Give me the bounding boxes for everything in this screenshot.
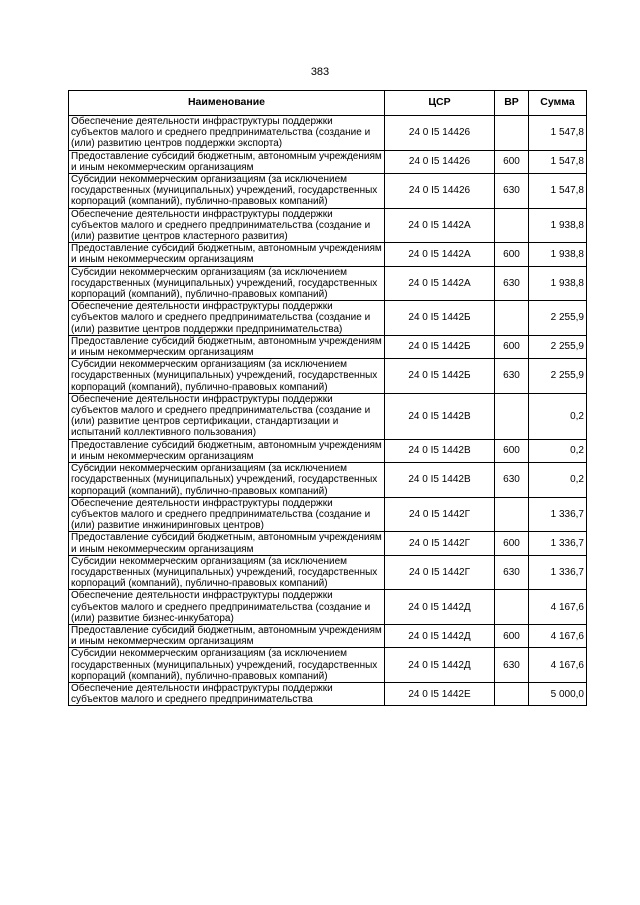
table-row (69, 682, 587, 705)
cell-csr: 24 0 I5 1442Е (385, 682, 495, 705)
cell-csr: 24 0 I5 1442Г (385, 532, 495, 555)
cell-vr: 630 (495, 555, 529, 590)
cell-sum: 1 547,8 (529, 116, 587, 151)
table-row (69, 555, 587, 590)
cell-csr: 24 0 I5 14426 (385, 116, 495, 151)
cell-csr: 24 0 I5 1442А (385, 208, 495, 243)
cell-name: Субсидии некоммерческим организациям (за исключением государственных (муниципальных) учреждений, государственных корпораций (компаний), публично-правовых компаний) (69, 463, 385, 498)
header-csr: ЦСР (385, 91, 495, 116)
cell-vr: 600 (495, 624, 529, 647)
cell-name: Субсидии некоммерческим организациям (за исключением государственных (муниципальных) учреждений, государственных корпораций (компаний), публично-правовых компаний) (69, 266, 385, 301)
table-row (69, 648, 587, 683)
cell-csr: 24 0 I5 1442Г (385, 555, 495, 590)
cell-name: Обеспечение деятельности инфраструктуры поддержки субъектов малого и среднего предпринимательства (создание и (или) развитие инжиниринговых центров) (69, 497, 385, 532)
cell-vr (495, 208, 529, 243)
cell-csr: 24 0 I5 1442В (385, 463, 495, 498)
table-row (69, 393, 587, 439)
cell-name: Субсидии некоммерческим организациям (за исключением государственных (муниципальных) учреждений, государственных корпораций (компаний), публично-правовых компаний) (69, 359, 385, 394)
cell-sum: 1 938,8 (529, 266, 587, 301)
table-row (69, 150, 587, 173)
cell-vr (495, 682, 529, 705)
cell-name: Субсидии некоммерческим организациям (за исключением государственных (муниципальных) учреждений, государственных корпораций (компаний), публично-правовых компаний) (69, 648, 385, 683)
cell-csr: 24 0 I5 1442А (385, 243, 495, 266)
table-body (69, 116, 587, 706)
cell-vr: 600 (495, 335, 529, 358)
cell-sum: 2 255,9 (529, 359, 587, 394)
cell-name: Обеспечение деятельности инфраструктуры поддержки субъектов малого и среднего предпринимательства (69, 682, 385, 705)
cell-name: Обеспечение деятельности инфраструктуры поддержки субъектов малого и среднего предпринимательства (создание и (или) развитию центров поддержки экспорта) (69, 116, 385, 151)
budget-table (68, 90, 587, 706)
cell-name: Обеспечение деятельности инфраструктуры поддержки субъектов малого и среднего предпринимательства (создание и (или) развитие центров поддержки предпринимательства) (69, 301, 385, 336)
cell-csr: 24 0 I5 1442Д (385, 590, 495, 625)
cell-csr: 24 0 I5 1442Д (385, 648, 495, 683)
cell-name: Субсидии некоммерческим организациям (за исключением государственных (муниципальных) учреждений, государственных корпораций (компаний), публично-правовых компаний) (69, 174, 385, 209)
cell-vr: 600 (495, 150, 529, 173)
cell-name: Предоставление субсидий бюджетным, автономным учреждениям и иным некоммерческим организациям (69, 335, 385, 358)
cell-sum: 1 938,8 (529, 208, 587, 243)
table-header-row (69, 91, 587, 116)
cell-sum: 4 167,6 (529, 590, 587, 625)
cell-csr: 24 0 I5 14426 (385, 150, 495, 173)
cell-name: Субсидии некоммерческим организациям (за исключением государственных (муниципальных) учреждений, государственных корпораций (компаний), публично-правовых компаний) (69, 555, 385, 590)
table-row (69, 439, 587, 462)
cell-sum: 0,2 (529, 439, 587, 462)
table-row (69, 174, 587, 209)
cell-name: Предоставление субсидий бюджетным, автономным учреждениям и иным некоммерческим организациям (69, 624, 385, 647)
cell-sum: 1 547,8 (529, 150, 587, 173)
cell-vr (495, 301, 529, 336)
cell-name: Обеспечение деятельности инфраструктуры поддержки субъектов малого и среднего предпринимательства (создание и (или) развитие бизнес-инкубатора) (69, 590, 385, 625)
cell-sum: 1 336,7 (529, 497, 587, 532)
cell-sum: 0,2 (529, 393, 587, 439)
cell-sum: 1 336,7 (529, 555, 587, 590)
cell-sum: 1 938,8 (529, 243, 587, 266)
cell-vr (495, 590, 529, 625)
table-row (69, 463, 587, 498)
cell-name: Предоставление субсидий бюджетным, автономным учреждениям и иным некоммерческим организациям (69, 150, 385, 173)
cell-name: Предоставление субсидий бюджетным, автономным учреждениям и иным некоммерческим организациям (69, 439, 385, 462)
table-row (69, 208, 587, 243)
cell-sum: 4 167,6 (529, 648, 587, 683)
cell-csr: 24 0 I5 1442В (385, 439, 495, 462)
header-sum: Сумма (529, 91, 587, 116)
cell-name: Обеспечение деятельности инфраструктуры поддержки субъектов малого и среднего предпринимательства (создание и (или) развитие центров сертификации, стандартизации и испытаний коллективного пользования) (69, 393, 385, 439)
cell-vr: 600 (495, 243, 529, 266)
cell-vr: 630 (495, 648, 529, 683)
cell-vr (495, 116, 529, 151)
table-row (69, 532, 587, 555)
cell-vr: 630 (495, 359, 529, 394)
table-row (69, 266, 587, 301)
cell-vr: 630 (495, 174, 529, 209)
cell-name: Предоставление субсидий бюджетным, автономным учреждениям и иным некоммерческим организациям (69, 532, 385, 555)
cell-vr: 630 (495, 266, 529, 301)
cell-sum: 1 336,7 (529, 532, 587, 555)
table-row (69, 497, 587, 532)
cell-vr (495, 497, 529, 532)
header-name: Наименование (69, 91, 385, 116)
cell-csr: 24 0 I5 1442Д (385, 624, 495, 647)
cell-csr: 24 0 I5 1442В (385, 393, 495, 439)
cell-vr: 630 (495, 463, 529, 498)
cell-name: Предоставление субсидий бюджетным, автономным учреждениям и иным некоммерческим организациям (69, 243, 385, 266)
cell-csr: 24 0 I5 1442Б (385, 301, 495, 336)
table-row (69, 624, 587, 647)
table-row (69, 359, 587, 394)
cell-csr: 24 0 I5 1442Г (385, 497, 495, 532)
cell-csr: 24 0 I5 1442Б (385, 335, 495, 358)
cell-sum: 1 547,8 (529, 174, 587, 209)
cell-sum: 2 255,9 (529, 301, 587, 336)
cell-csr: 24 0 I5 14426 (385, 174, 495, 209)
cell-sum: 4 167,6 (529, 624, 587, 647)
cell-csr: 24 0 I5 1442А (385, 266, 495, 301)
cell-name: Обеспечение деятельности инфраструктуры поддержки субъектов малого и среднего предпринимательства (создание и (или) развитие центров кластерного развития) (69, 208, 385, 243)
cell-sum: 5 000,0 (529, 682, 587, 705)
cell-vr: 600 (495, 439, 529, 462)
cell-sum: 0,2 (529, 463, 587, 498)
table-row (69, 335, 587, 358)
table-row (69, 301, 587, 336)
header-vr: ВР (495, 91, 529, 116)
cell-vr: 600 (495, 532, 529, 555)
table-row (69, 590, 587, 625)
cell-sum: 2 255,9 (529, 335, 587, 358)
page-number: 383 (310, 66, 330, 78)
cell-csr: 24 0 I5 1442Б (385, 359, 495, 394)
cell-vr (495, 393, 529, 439)
table-row (69, 116, 587, 151)
table-row (69, 243, 587, 266)
